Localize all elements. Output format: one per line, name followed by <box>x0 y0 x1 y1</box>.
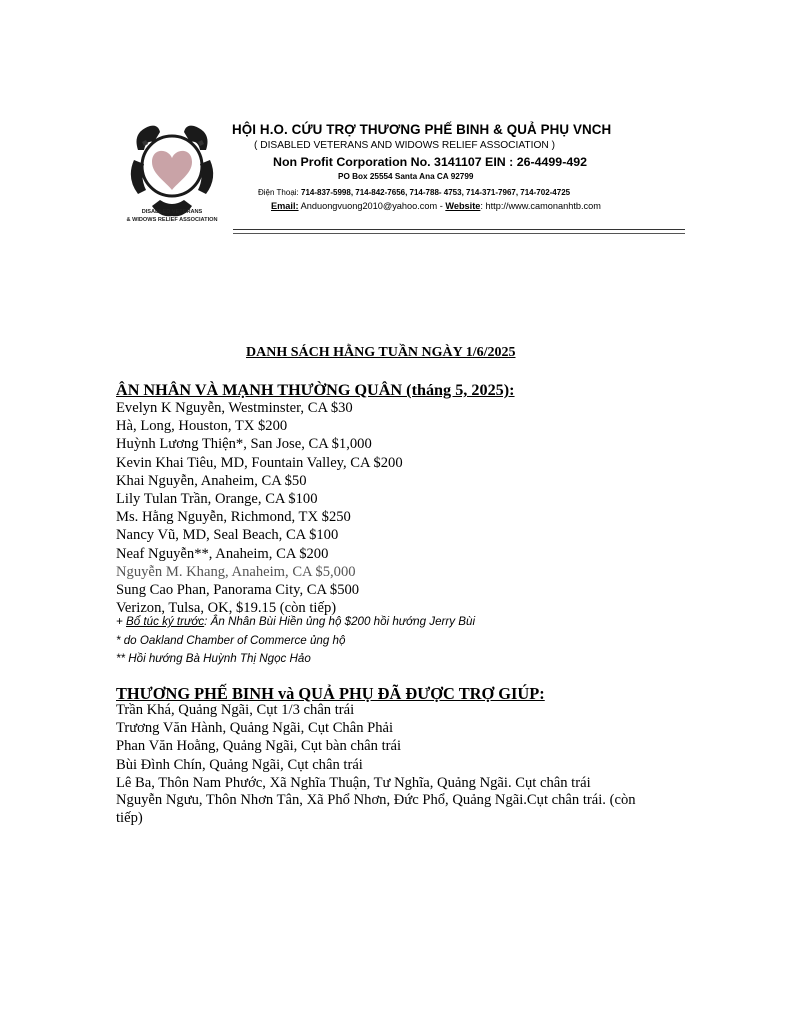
recipient-list <box>116 701 591 792</box>
donor-entry: Huỳnh Lương Thiện*, San Jose, CA $1,000 <box>116 436 372 453</box>
donor-notes <box>116 613 475 669</box>
recipient-entry: Bùi Đình Chín, Quảng Ngãi, Cụt chân trái <box>116 756 363 773</box>
phone-label: Điện Thoại: <box>258 188 299 197</box>
letterhead-divider-thin <box>233 233 685 234</box>
logo-caption-line-1: DISABLED VETERANS <box>141 209 203 215</box>
recipient-entry: Lê Ba, Thôn Nam Phước, Xã Nghĩa Thuận, Tư Nghĩa, Quảng Ngãi. Cụt chân trái <box>116 774 591 791</box>
donor-entry: Neaf Nguyễn**, Anaheim, CA $200 <box>116 545 329 562</box>
donor-entry: Lily Tulan Trần, Orange, CA $100 <box>116 491 318 508</box>
po-box-address: PO Box 25554 Santa Ana CA 92799 <box>338 172 474 181</box>
contact-line <box>271 201 601 211</box>
corporation-number: Non Profit Corporation No. 3141107 EIN : 26-4499-492 <box>273 155 587 169</box>
phone-line <box>258 188 570 197</box>
recipients-heading: THƯƠNG PHẾ BINH và QUẢ PHỤ ĐÃ ĐƯỢC TRỢ GIÚP: <box>116 684 545 703</box>
phone-numbers: 714-837-5998, 714-842-7656, 714-788- 4753, 714-371-7967, 714-702-4725 <box>301 188 571 197</box>
recipient-entry: Phan Văn Hoằng, Quảng Ngãi, Cụt bàn chân trái <box>116 738 402 755</box>
donor-entry: Ms. Hằng Nguyễn, Richmond, TX $250 <box>116 509 351 526</box>
association-name-vietnamese: HỘI H.O. CỨU TRỢ THƯƠNG PHẾ BINH & QUẢ PHỤ VNCH <box>232 122 612 137</box>
donor-entry: Nancy Vũ, MD, Seal Beach, CA $100 <box>116 527 339 544</box>
weekly-list-heading: DANH SÁCH HẰNG TUẦN NGÀY 1/6/2025 <box>246 345 516 360</box>
website-url[interactable]: : http://www.camonanhtb.com <box>480 201 601 211</box>
note-double-asterisk: ** Hồi hướng Bà Huỳnh Thị Ngọc Hảo <box>116 652 311 666</box>
donor-entry: Nguyễn M. Khang, Anaheim, CA $5,000 <box>116 563 356 580</box>
donor-entry: Verizon, Tulsa, OK, $19.15 (còn tiếp) <box>116 600 337 617</box>
donor-list <box>116 399 403 617</box>
donor-entry: Khai Nguyễn, Anaheim, CA $50 <box>116 472 307 489</box>
note-supplement <box>116 613 475 632</box>
note-supplement-text: : Ân Nhân Bùi Hiền ủng hộ $200 hồi hướng Jerry Bùi <box>204 615 476 628</box>
note-prefix: + <box>116 615 126 628</box>
contact-separator: - <box>437 201 446 211</box>
email-address[interactable]: Anduongvuong2010@yahoo.com <box>300 201 438 211</box>
recipient-entry: Trần Khá, Quảng Ngãi, Cụt 1/3 chân trái <box>116 702 355 718</box>
letterhead-divider <box>233 229 685 230</box>
recipient-entry: Trương Văn Hành, Quảng Ngãi, Cụt Chân Phải <box>116 720 394 737</box>
donor-entry: Sung Cao Phan, Panorama City, CA $500 <box>116 582 360 599</box>
logo-caption <box>124 208 220 224</box>
email-label: Email: <box>271 201 299 211</box>
donor-entry: Evelyn K Nguyễn, Westminster, CA $30 <box>116 400 353 416</box>
association-name-english: ( DISABLED VETERANS AND WIDOWS RELIEF ASSOCIATION ) <box>254 140 555 151</box>
note-supplement-label: Bổ túc ký trước <box>126 615 205 628</box>
recipient-entry-last: Nguyễn Ngưu, Thôn Nhơn Tân, Xã Phổ Nhơn, Đức Phổ, Quảng Ngãi.Cụt chân trái. (còn tiếp) <box>116 792 636 827</box>
note-single-asterisk: * do Oakland Chamber of Commerce ủng hộ <box>116 633 346 647</box>
donor-entry: Kevin Khai Tiêu, MD, Fountain Valley, CA $200 <box>116 454 403 471</box>
donors-heading: ÂN NHÂN VÀ MẠNH THƯỜNG QUÂN (tháng 5, 2025): <box>116 381 515 399</box>
website-label: Website <box>445 201 481 211</box>
donor-entry: Hà, Long, Houston, TX $200 <box>116 418 288 435</box>
logo-caption-line-2: & WIDOWS RELIEF ASSOCIATION <box>126 217 218 223</box>
